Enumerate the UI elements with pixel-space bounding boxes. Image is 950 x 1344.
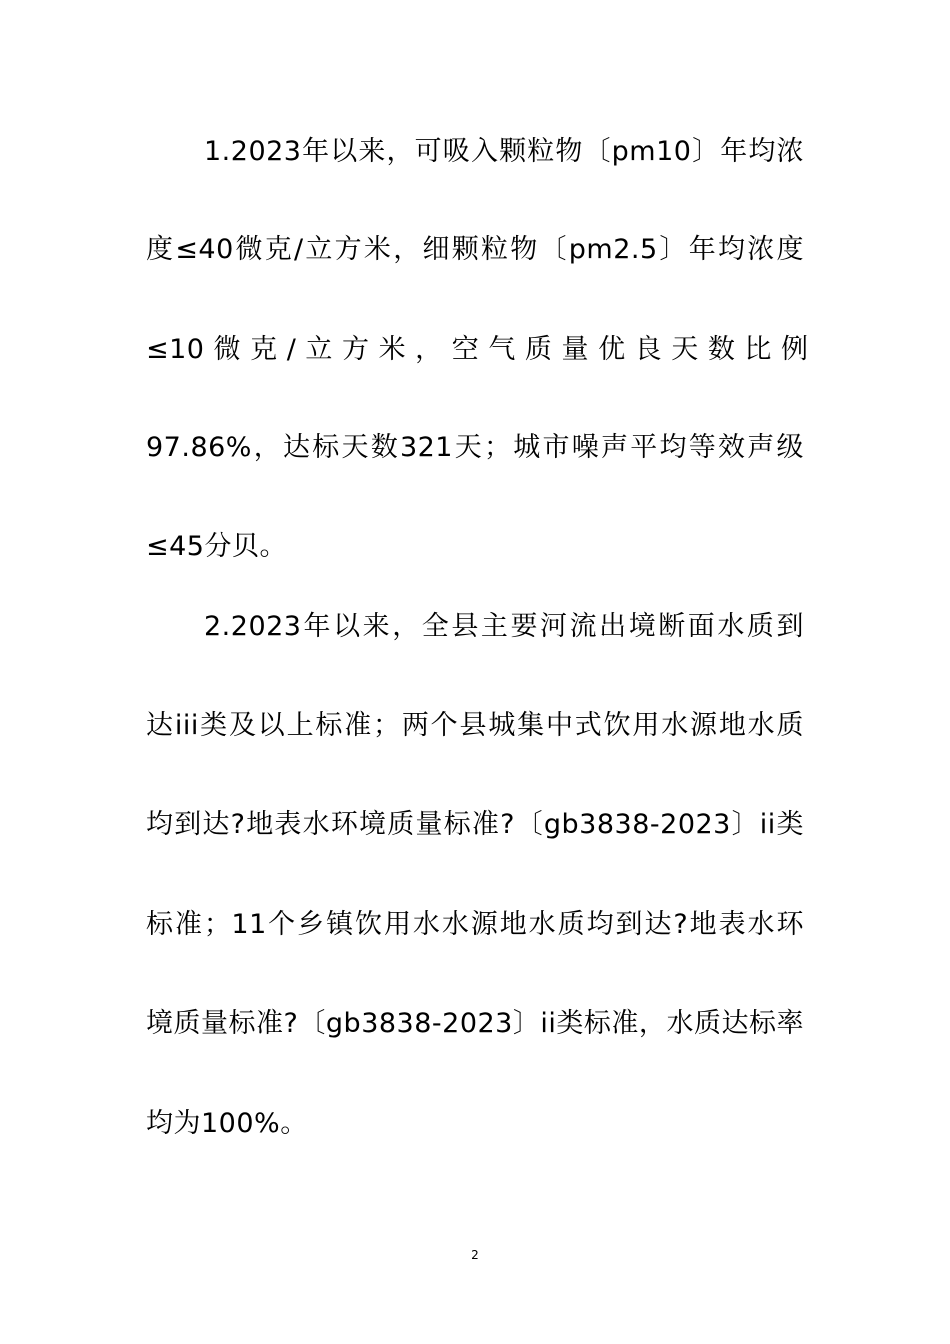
paragraph-line: ≤10 微 克 / 立 方 米 ， 空 气 质 量 优 良 天 数 比 例 [146, 334, 809, 365]
paragraph-line: 97.86%，达标天数321天；城市噪声平均等效声级 [146, 432, 804, 463]
paragraph-line: 均为100%。 [146, 1108, 308, 1139]
paragraph-line: 2.2023年以来，全县主要河流出境断面水质到 [204, 611, 804, 642]
paragraph-line: 达iii类及以上标准；两个县城集中式饮用水源地水质 [146, 710, 804, 741]
paragraph-line: 标准；11个乡镇饮用水水源地水质均到达?地表水环 [146, 909, 804, 940]
paragraph-line: 境质量标准?〔gb3838-2023〕ii类标准，水质达标率 [146, 1008, 804, 1039]
page-number: 2 [471, 1248, 479, 1262]
paragraph-line: 度≤40微克/立方米，细颗粒物〔pm2.5〕年均浓度 [146, 234, 804, 265]
paragraph-line: 均到达?地表水环境质量标准?〔gb3838-2023〕ii类 [146, 809, 804, 840]
paragraph-line: ≤45分贝。 [146, 531, 287, 562]
paragraph-line: 1.2023年以来，可吸入颗粒物〔pm10〕年均浓 [204, 136, 804, 167]
